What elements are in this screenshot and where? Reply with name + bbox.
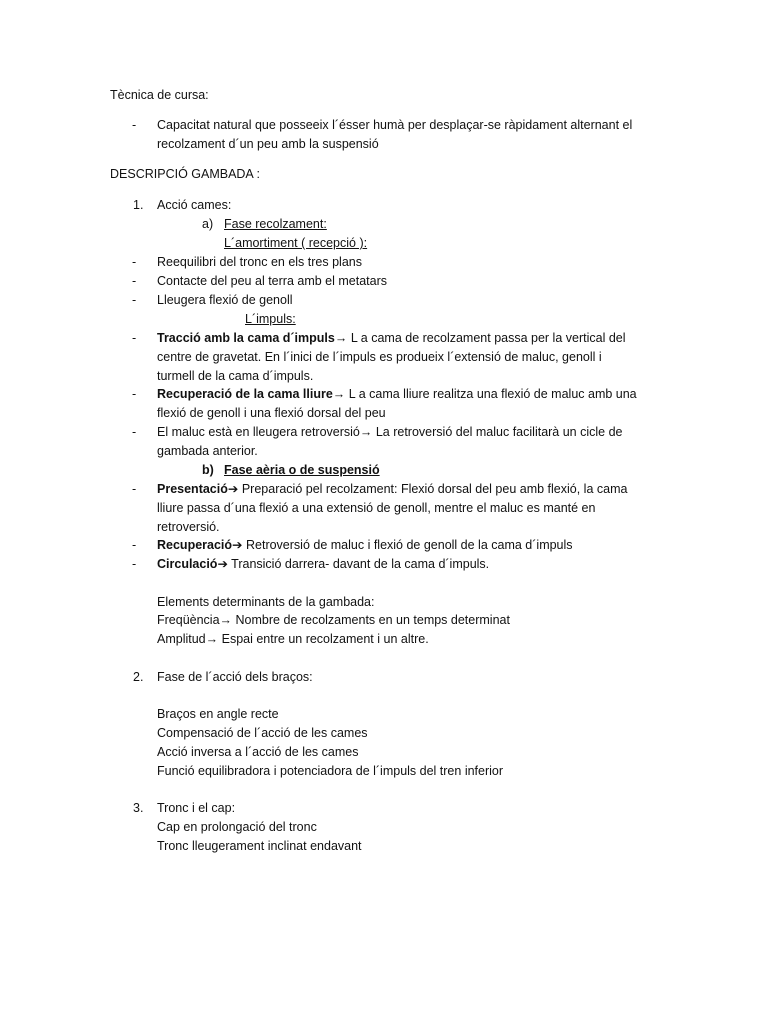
traccio-term: Tracció amb la cama d´impuls (157, 331, 335, 345)
presentacio-text: Preparació pel recolzament: Flexió dorsal del peu amb flexió, la cama (238, 482, 628, 496)
bullet-dash: - (132, 274, 137, 288)
traccio-line-1 (157, 329, 626, 348)
circulacio-term: Circulació (157, 557, 218, 571)
maluc-line-1 (157, 423, 623, 442)
section-heading: DESCRIPCIÓ GAMBADA : (110, 167, 261, 181)
bullet-dash: - (132, 293, 137, 307)
presentacio-term: Presentació (157, 482, 228, 496)
impuls-label: L´impuls: (245, 312, 296, 326)
bold-arrow-icon: ➔ (217, 557, 228, 571)
frequencia-label: Freqüència (157, 613, 220, 627)
section-3-line: Tronc lleugerament inclinat endavant (157, 839, 362, 853)
recuperacio-lliure-term: Recuperació de la cama lliure (157, 387, 333, 401)
section-1-number: 1. (133, 198, 144, 212)
subsection-b-marker: b) (202, 463, 214, 477)
traccio-line-3: turmell de la cama d´impuls. (157, 369, 314, 383)
recuperacio-lliure-line-1 (157, 385, 637, 404)
intro-line-1: Capacitat natural que posseeix l´ésser humà per desplaçar-se ràpidament alternant el (157, 118, 633, 132)
amortiment-label: L´amortiment ( recepció ): (224, 236, 368, 250)
section-3-number: 3. (133, 801, 144, 815)
bullet-dash: - (132, 538, 137, 552)
traccio-text: L a cama de recolzament passa per la vertical del (347, 331, 626, 345)
presentacio-line-2: lliure passa d´una flexió a una extensió de genoll, mentre el maluc es manté en (157, 501, 596, 515)
section-2-line: Acció inversa a l´acció de les cames (157, 745, 359, 759)
section-3-line: Cap en prolongació del tronc (157, 820, 317, 834)
section-2-number: 2. (133, 670, 144, 684)
presentacio-line-1 (157, 480, 627, 499)
elements-title: Elements determinants de la gambada: (157, 595, 375, 609)
recuperacio-term: Recuperació (157, 538, 233, 552)
section-2-label: Fase de l´acció dels braços: (157, 670, 313, 684)
bullet-dash: - (132, 331, 137, 345)
section-2-line: Braços en angle recte (157, 707, 279, 721)
amplitud-label: Amplitud (157, 632, 206, 646)
bullet-dash: - (132, 387, 137, 401)
right-arrow-icon: → (332, 387, 346, 401)
amortiment-item: Lleugera flexió de genoll (157, 293, 293, 307)
amortiment-item: Contacte del peu al terra amb el metatars (157, 274, 387, 288)
bullet-dash: - (132, 557, 137, 571)
amplitud-line (157, 630, 429, 649)
recuperacio-lliure-line-2: flexió de genoll i una flexió dorsal del peu (157, 406, 386, 420)
document-title: Tècnica de cursa: (110, 88, 209, 102)
bold-arrow-icon: ➔ (227, 482, 239, 496)
maluc-line-2: gambada anterior. (157, 444, 258, 458)
bullet-dash: - (132, 425, 137, 439)
maluc-text-2: La retroversió del maluc facilitarà un cicle de (372, 425, 623, 439)
section-3-label: Tronc i el cap: (157, 801, 236, 815)
circulacio-text: Transició darrera- davant de la cama d´impuls. (227, 557, 490, 571)
section-1-label: Acció cames: (157, 198, 232, 212)
maluc-text: El maluc està en lleugera retroversió (157, 425, 360, 439)
traccio-line-2: centre de gravetat. En l´inici de l´impuls es produeix l´extensió de maluc, genoll i (157, 350, 602, 364)
frequencia-text: Nombre de recolzaments en un temps determinat (232, 613, 510, 627)
circulacio-line (157, 555, 489, 574)
right-arrow-icon: → (334, 331, 348, 345)
bold-arrow-icon: ➔ (232, 538, 243, 552)
bullet-dash: - (132, 255, 137, 269)
recuperacio-text: Retroversió de maluc i flexió de genoll de la cama d´impuls (242, 538, 573, 552)
bullet-dash: - (132, 482, 137, 496)
subsection-b-label: Fase aèria o de suspensió (224, 463, 380, 477)
frequencia-line (157, 611, 510, 630)
section-2-line: Compensació de l´acció de les cames (157, 726, 368, 740)
subsection-a-label: Fase recolzament: (224, 217, 327, 231)
subsection-a-marker: a) (202, 217, 214, 231)
right-arrow-icon: → (219, 613, 233, 627)
right-arrow-icon: → (359, 425, 373, 439)
presentacio-line-3: retroversió. (157, 520, 220, 534)
recuperacio-line (157, 536, 573, 555)
section-2-line: Funció equilibradora i potenciadora de l´impuls del tren inferior (157, 764, 504, 778)
amplitud-text: Espai entre un recolzament i un altre. (218, 632, 429, 646)
intro-line-2: recolzament d´un peu amb la suspensió (157, 137, 379, 151)
amortiment-item: Reequilibri del tronc en els tres plans (157, 255, 362, 269)
right-arrow-icon: → (205, 632, 219, 646)
bullet-dash: - (132, 118, 137, 132)
recuperacio-lliure-text: L a cama lliure realitza una flexió de maluc amb una (345, 387, 637, 401)
